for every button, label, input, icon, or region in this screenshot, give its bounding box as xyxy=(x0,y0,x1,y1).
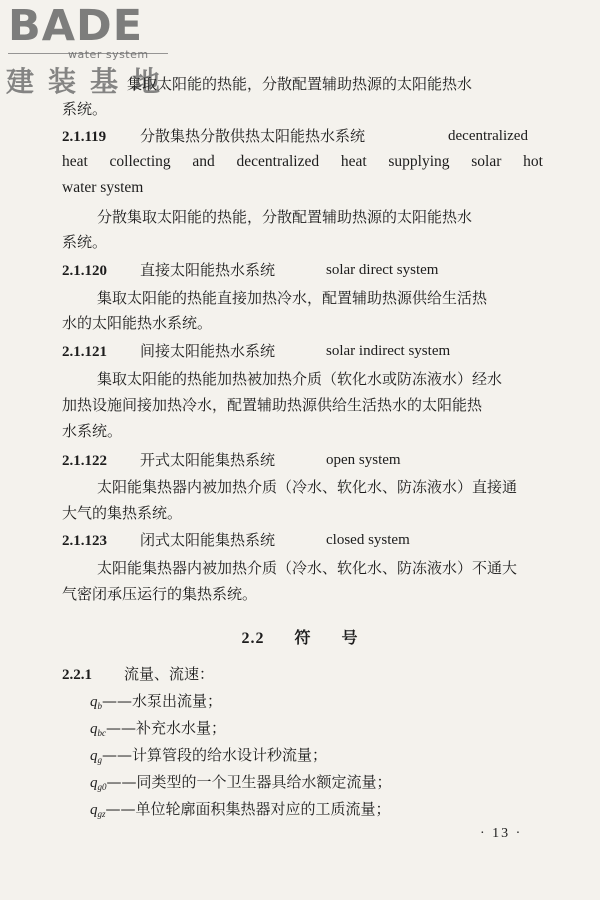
term-desc-121-line-3: 水系统。 xyxy=(62,422,123,440)
logo-chinese: 建装基地 xyxy=(6,65,175,98)
term-english: closed system xyxy=(326,532,410,548)
term-desc-123-line-1: 太阳能集热器内被加热介质（冷水、软化水、防冻液水）不通大 xyxy=(97,559,518,577)
term-heading-122 xyxy=(62,449,275,472)
continued-text: 集取太阳能的热能，分散配置辅助热源的太阳能热水 xyxy=(127,75,473,93)
term-english-line-1: decentralized xyxy=(448,128,528,144)
subsection-heading xyxy=(62,663,214,686)
term-english-line-2: heat collecting and decentralized heat supplying solar hot xyxy=(62,153,543,170)
term-english: open system xyxy=(326,452,401,468)
symbol-item xyxy=(90,798,391,825)
section-number: 2.2 xyxy=(241,630,265,647)
term-desc-122-line-2: 大气的集热系统。 xyxy=(62,504,183,522)
term-english: solar indirect system xyxy=(326,343,451,359)
term-chinese: 间接太阳能热水系统 xyxy=(140,342,276,360)
subsection-number: 2.2.1 xyxy=(62,667,92,683)
term-desc-121-line-1: 集取太阳能的热能加热被加热介质（软化水或防冻液水）经水 xyxy=(97,370,503,388)
term-heading-120 xyxy=(62,259,275,282)
term-desc-121-line-2: 加热设施间接加热冷水，配置辅助热源供给生活热水的太阳能热 xyxy=(62,396,483,414)
symbol-q: q xyxy=(90,748,98,764)
term-chinese: 直接太阳能热水系统 xyxy=(140,261,276,279)
continued-prefix xyxy=(97,75,127,93)
subsection-title: 流量、流速： xyxy=(124,665,215,683)
term-heading-123 xyxy=(62,529,275,552)
symbol-subscript: gz xyxy=(97,809,106,819)
continued-paragraph-line-2: 系统。 xyxy=(62,100,108,118)
term-desc-123-line-2: 气密闭承压运行的集热系统。 xyxy=(62,585,258,603)
term-heading-121 xyxy=(62,340,275,363)
term-desc-120-line-2: 水的太阳能热水系统。 xyxy=(62,314,213,332)
term-number: 2.1.121 xyxy=(62,344,107,360)
symbol-subscript: g0 xyxy=(97,782,107,792)
term-desc-119-line-2: 系统。 xyxy=(62,233,108,251)
section-title-char-2: 号 xyxy=(341,628,359,647)
symbol-description: ——同类型的一个卫生器具给水额定流量； xyxy=(106,773,392,791)
logo-wordmark: BADE xyxy=(8,1,144,51)
term-chinese: 闭式太阳能集热系统 xyxy=(140,531,276,549)
term-heading-119 xyxy=(62,125,365,148)
term-desc-120-line-1: 集取太阳能的热能直接加热冷水，配置辅助热源供给生活热 xyxy=(97,289,488,307)
term-desc-119-line-1: 分散集取太阳能的热能，分散配置辅助热源的太阳能热水 xyxy=(97,208,473,226)
symbol-item xyxy=(90,744,327,771)
symbol-subscript: g xyxy=(97,755,102,765)
symbol-description: ——单位轮廓面积集热器对应的工质流量； xyxy=(105,800,391,818)
symbol-item xyxy=(90,717,226,744)
symbol-q: q xyxy=(90,775,98,791)
term-chinese: 分散集热分散供热太阳能热水系统 xyxy=(140,127,366,145)
symbol-q: q xyxy=(90,802,98,818)
symbol-item xyxy=(90,771,392,798)
symbol-description: ——水泵出流量； xyxy=(102,692,223,710)
symbol-item xyxy=(90,690,222,717)
section-title-char-1: 符 xyxy=(294,628,312,647)
logo-subtitle: water system xyxy=(68,48,149,61)
continued-paragraph-line-1 xyxy=(97,73,472,95)
term-number: 2.1.119 xyxy=(62,129,107,145)
page-number: · 13 · xyxy=(480,826,523,841)
term-number: 2.1.122 xyxy=(62,453,107,469)
term-english: solar direct system xyxy=(326,262,439,278)
symbol-q: q xyxy=(90,721,98,737)
symbol-q: q xyxy=(90,694,98,710)
symbol-subscript: b xyxy=(97,701,102,711)
term-desc-122-line-1: 太阳能集热器内被加热介质（冷水、软化水、防冻液水）直接通 xyxy=(97,478,518,496)
term-chinese: 开式太阳能集热系统 xyxy=(140,451,276,469)
term-english-line-3: water system xyxy=(62,179,144,196)
symbol-description: ——补充水水量； xyxy=(106,719,227,737)
term-number: 2.1.123 xyxy=(62,533,107,549)
symbol-description: ——计算管段的给水设计秒流量； xyxy=(102,746,328,764)
section-title xyxy=(0,625,600,648)
symbol-subscript: bc xyxy=(97,728,106,738)
term-number: 2.1.120 xyxy=(62,263,107,279)
